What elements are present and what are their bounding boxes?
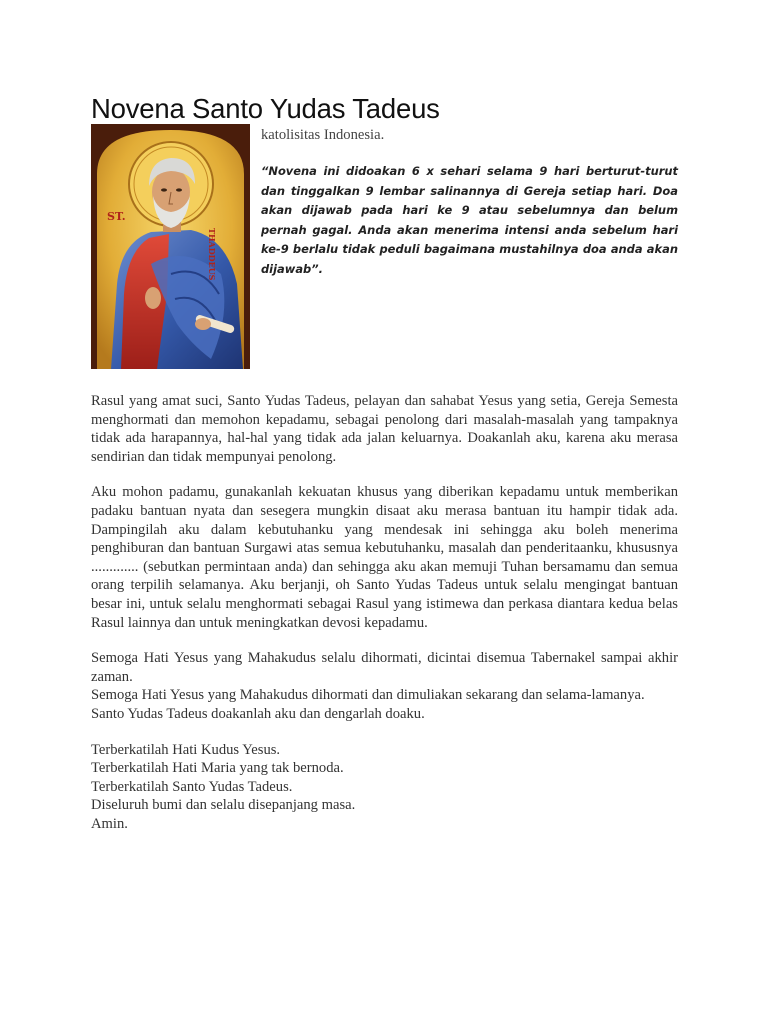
closing-line-4: Diseluruh bumi dan selalu disepanjang masa. [91,797,356,814]
page-title: Novena Santo Yudas Tadeus [91,93,440,124]
prayer-paragraph-1: Rasul yang amat suci, Santo Yudas Tadeus, pelayan dan sahabat Yesus yang setia, Gereja Semesta menghormati dan memohon kepadamu, sebagai penolong dari masalah-masalah yang tampaknya tidak ada harapannya, hal-hal yang tidak ada jalan keluarnya. Doakanlah aku, karena aku merasa sendirian dan tidak mempunyai penolong. [91,393,678,465]
prayer-paragraph-3: Semoga Hati Yesus yang Mahakudus selalu dihormati, dicintai disemua Tabernakel sampai akhir zaman. [91,650,678,685]
prayer-paragraph-5: Santo Yudas Tadeus doakanlah aku dan dengarlah doaku. [91,705,425,722]
closing-line-3: Terberkatilah Santo Yudas Tadeus. [91,778,293,795]
closing-line-1: Terberkatilah Hati Kudus Yesus. [91,741,281,758]
intro-fragment: katolisitas Indonesia. [261,127,385,143]
saint-jude-thaddeus-icon [91,124,250,369]
closing-line-5: Amin. [91,815,128,832]
novena-instruction-quote: “Novena ini didoakan 6 x sehari selama 9 hari berturut-turut dan tinggalkan 9 lembar salinannya di Gereja setiap hari. Doa akan dijawab pada hari ke 9 atau sebelumnya dan belum pernah gagal. Anda akan menerima intensi anda sebelum hari ke-9 berlalu tidak peduli bagaimana mustahilnya doa anda akan dijawab”. [261,164,678,276]
inscription-right: THADDEUS [207,228,217,281]
prayer-paragraph-2: Aku mohon padamu, gunakanlah kekuatan khusus yang diberikan kepadamu untuk memberikan padaku bantuan nyata dan sesegera mungkin disaat aku merasa bantuan itu hampir tidak ada. Dampingilah aku dalam kebutuhanku yang mendesak ini sehingga aku boleh menerima penghiburan dan bantuan Surgawi atas semua kebutuhanku, masalah dan penderitaanku, khususnya ............. (sebutkan permintaan anda) dan sehingga aku akan memuji Tuhan bersamamu dan semua orang terpilih selamanya. Aku berjanji, oh Santo Yudas Tadeus untuk selalu mengingat bantuan besar ini, untuk selalu menghormati sebagai Rasul yang istimewa dan perkasa diantara kedua belas Rasul lainnya dan untuk meningkatkan devosi kepadamu. [91,484,678,631]
prayer-body [91,392,678,833]
closing-line-2: Terberkatilah Hati Maria yang tak bernoda. [91,760,344,777]
prayer-paragraph-4: Semoga Hati Yesus yang Mahakudus dihormati dan dimuliakan sekarang dan selama-lamanya. [91,687,645,704]
saint-icon-image [91,124,250,369]
inscription-left: ST. [107,210,126,223]
